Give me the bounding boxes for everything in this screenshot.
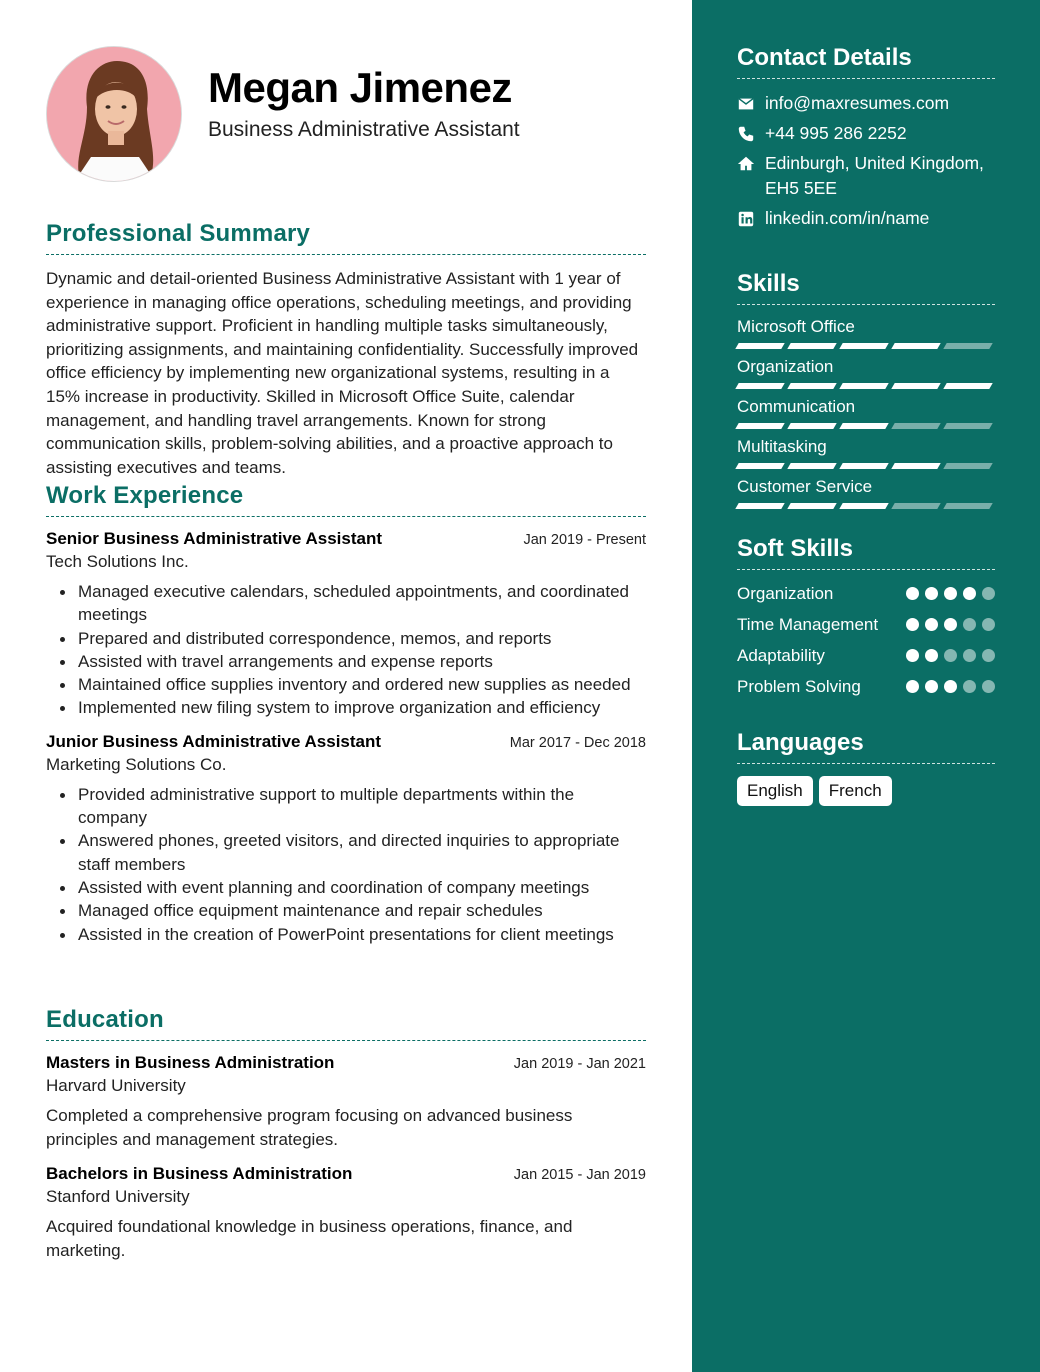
skill-level-segment [787,383,836,389]
skills-list [737,317,995,509]
rating-dot [944,618,957,631]
school-name: Stanford University [46,1187,190,1207]
avatar [46,46,182,182]
linkedin-icon [737,206,765,231]
skill-level-segment [943,383,992,389]
skill-level-segment [735,463,784,469]
education-entry [46,1164,646,1262]
rating-dot [925,680,938,693]
skill-level-bar [737,463,995,469]
rating-dot [925,649,938,662]
skill-level-segment [839,343,888,349]
candidate-name: Megan Jimenez [208,64,512,111]
skill-level-bar [737,343,995,349]
rating-dot [982,680,995,693]
skill-level-segment [735,423,784,429]
list-item: Provided administrative support to multiple departments within the company [78,783,646,830]
soft-skill-name: Organization [737,584,834,603]
education-section [46,1006,646,1275]
skill-level-segment [735,343,784,349]
list-item: Managed office equipment maintenance and repair schedules [78,899,646,922]
skill-level-segment [943,343,992,349]
skill-level-segment [943,503,992,509]
profile-photo [47,47,182,182]
skill-level-bar [737,423,995,429]
summary-text: Dynamic and detail-oriented Business Administrative Assistant with 1 year of experience in managing office operations, scheduling meetings, and providing administrative support. Proficient in handling multiple tasks simultaneously, prioritizing assignments, and maintaining confidentiality. Successfully improved office efficiency by implementing new organizational systems, resulting in a 15% increase in productivity. Skilled in Microsoft Office Suite, calendar management, and handling travel arrangements. Known for strong communication skills, problem-solving abilities, and a proactive approach to assisting executives and teams. [46,269,639,477]
languages-section [737,729,995,806]
job-title: Senior Business Administrative Assistant [46,529,383,548]
language-tag: English [737,776,813,806]
soft-skill-rating [906,587,995,600]
skill-name: Customer Service [737,477,873,496]
skill-level-bar [737,503,995,509]
soft-skill-rating [906,618,995,631]
rating-dot [982,618,995,631]
skill-level-segment [891,343,940,349]
skill-level-bar [737,383,995,389]
skill-item [737,397,995,429]
skill-level-segment [735,503,784,509]
skill-level-segment [891,383,940,389]
education-date: Jan 2019 - Jan 2021 [513,1056,646,1072]
skill-level-segment [787,463,836,469]
rating-dot [944,649,957,662]
rating-dot [944,587,957,600]
list-item: Maintained office supplies inventory and ordered new supplies as needed [78,673,646,696]
skill-level-segment [891,463,940,469]
list-item: Answered phones, greeted visitors, and directed inquiries to appropriate staff members [78,829,646,876]
job-entry [46,529,646,720]
rating-dot [906,587,919,600]
sidebar [692,0,1040,1372]
job-entry [46,732,646,946]
soft-skill-rating [906,649,995,662]
skill-item [737,357,995,389]
skills-heading: Skills [737,270,995,305]
list-item: Prepared and distributed correspondence, memos, and reports [78,627,646,650]
skill-level-segment [839,423,888,429]
skill-name: Multitasking [737,437,827,456]
experience-section [46,482,646,958]
job-company: Tech Solutions Inc. [46,552,189,571]
rating-dot [906,618,919,631]
soft-skill-item [737,675,995,698]
language-tag: French [819,776,892,806]
rating-dot [963,587,976,600]
soft-skills-section [737,535,995,706]
summary-heading: Professional Summary [46,220,646,255]
soft-skill-item [737,613,995,636]
soft-skills-heading: Soft Skills [737,535,995,570]
job-bullets [46,580,646,720]
job-company: Marketing Solutions Co. [46,754,227,774]
skill-level-segment [839,463,888,469]
skill-level-segment [943,463,992,469]
education-description: Completed a comprehensive program focusing on advanced business principles and management strategies. [46,1106,573,1149]
skill-level-segment [943,423,992,429]
contact-linkedin[interactable] [737,206,995,231]
education-entry [46,1053,646,1151]
phone-icon [737,121,765,146]
rating-dot [906,649,919,662]
education-date: Jan 2015 - Jan 2019 [513,1167,646,1184]
skill-name: Organization [737,357,834,376]
home-icon [737,151,765,176]
skill-item [737,477,995,509]
contact-text: info@maxresumes.com [765,93,950,113]
soft-skill-item [737,644,995,667]
degree-title: Bachelors in Business Administration [46,1164,353,1184]
job-bullets [46,783,646,946]
contact-text: Edinburgh, United Kingdom, EH5 5EE [765,153,984,198]
degree-title: Masters in Business Administration [46,1053,335,1072]
list-item: Assisted with event planning and coordination of company meetings [78,876,646,899]
rating-dot [925,618,938,631]
skill-level-segment [787,343,836,349]
soft-skill-name: Time Management [737,615,879,634]
contact-email[interactable] [737,91,995,116]
skill-level-segment [787,503,836,509]
rating-dot [963,680,976,693]
soft-skills-list [737,582,995,698]
contact-heading: Contact Details [737,44,995,79]
skill-level-segment [839,383,888,389]
contact-text: +44 995 286 2252 [765,123,907,143]
list-item: Assisted with travel arrangements and expense reports [78,650,646,673]
contact-text: linkedin.com/in/name [765,208,930,228]
education-heading: Education [46,1006,646,1041]
job-date: Jan 2019 - Present [523,532,646,548]
skill-level-segment [891,423,940,429]
rating-dot [982,587,995,600]
school-name: Harvard University [46,1076,186,1095]
rating-dot [925,587,938,600]
contact-phone[interactable] [737,121,995,146]
rating-dot [944,680,957,693]
job-title: Junior Business Administrative Assistant [46,731,382,751]
rating-dot [906,680,919,693]
skill-level-segment [787,423,836,429]
list-item: Implemented new filing system to improve organization and efficiency [78,696,646,719]
skill-level-segment [891,503,940,509]
skill-name: Microsoft Office [737,317,855,336]
languages-heading: Languages [737,729,995,764]
soft-skill-item [737,582,995,605]
experience-heading: Work Experience [46,482,646,517]
soft-skill-rating [906,680,995,693]
rating-dot [982,649,995,662]
soft-skill-name: Adaptability [737,646,825,665]
summary-section [46,220,646,479]
list-item: Assisted in the creation of PowerPoint presentations for client meetings [78,923,646,946]
skill-item [737,437,995,469]
languages-list [737,776,995,806]
contact-section [737,44,995,236]
contact-address [737,151,995,201]
rating-dot [963,618,976,631]
skill-name: Communication [737,397,856,416]
skill-level-segment [839,503,888,509]
job-date: Mar 2017 - Dec 2018 [509,734,646,751]
skill-level-segment [735,383,784,389]
soft-skill-name: Problem Solving [737,677,861,696]
candidate-role: Business Administrative Assistant [208,118,520,141]
list-item: Managed executive calendars, scheduled appointments, and coordinated meetings [78,580,646,627]
rating-dot [963,649,976,662]
education-description: Acquired foundational knowledge in business operations, finance, and marketing. [46,1217,573,1260]
skill-item [737,317,995,349]
skills-section [737,270,995,517]
envelope-icon [737,91,765,116]
